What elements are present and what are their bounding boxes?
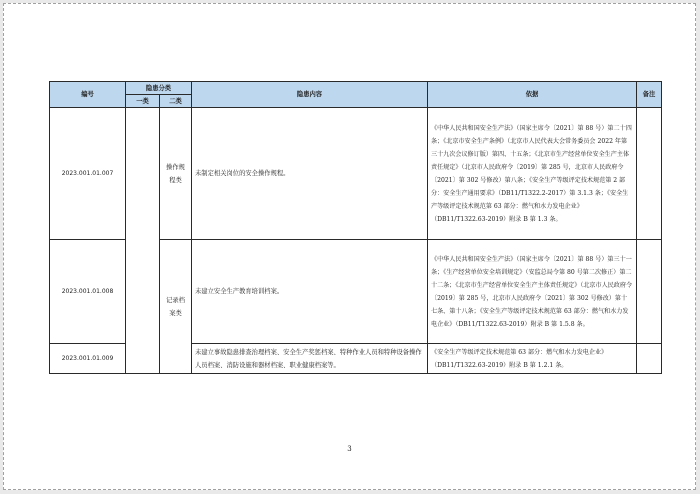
row-content: 未建立事故隐患排查治理档案、安全生产奖惩档案、特种作业人员和特种设备操作人员档案、消防设施和器材档案、职业健康档案等。 (192, 344, 428, 374)
header-content: 隐患内容 (192, 82, 428, 108)
header-code: 编号 (50, 82, 126, 108)
document-page (3, 3, 696, 490)
header-remarks: 备注 (637, 82, 662, 108)
header-basis: 依据 (428, 82, 637, 108)
row-basis: 《中华人民共和国安全生产法》（国家主席令〔2021〕第 88 号）第三十一条；《生产经营单位安全培训规定》（安监总局令第 80 号第二次修正）第二十二条；《北京市生产经营单位安全生产主体责任规定》（北京市人民政府令〔2019〕第 285 号，北京市人民政府令〔2021〕第 302 号修改）第十七条、第十八条；《安全生产等级评定技术规范第 63 部分：燃气和水力发电企业》（DB11/T1322.63-2019）附录 B 第 1.5.8 条。 (428, 240, 637, 344)
header-cat1: 一类 (126, 95, 160, 108)
row-code: 2023.001.01.008 (50, 240, 126, 344)
row-basis: 《安全生产等级评定技术规范第 63 部分：燃气和水力发电企业》（DB11/T1322.63-2019）附录 B 第 1.2.1 条。 (428, 344, 637, 374)
row-cat2: 记录档案类 (160, 240, 192, 374)
row-cat2: 操作规程类 (160, 108, 192, 240)
table-row (50, 108, 662, 240)
row-code: 2023.001.01.009 (50, 344, 126, 374)
row-cat1 (126, 108, 160, 374)
hazard-table (49, 81, 662, 374)
page-number: 3 (347, 445, 352, 453)
row-remarks (637, 344, 662, 374)
row-code: 2023.001.01.007 (50, 108, 126, 240)
header-category: 隐患分类 (126, 82, 192, 95)
row-remarks (637, 108, 662, 240)
header-cat2: 二类 (160, 95, 192, 108)
row-basis: 《中华人民共和国安全生产法》（国家主席令〔2021〕第 88 号）第二十四条；《北京市安全生产条例》（北京市人民代表大会常务委员会 2022 年第三十九次会议修订版）第四、十五条；《北京市生产经营单位安全生产主体责任规定》（北京市人民政府令〔2019〕第 285 号，北京市人民政府令〔2021〕第 302 号修改）第八条；《安全生产等级评定技术规范第 2 部分：安全生产通用要求》（DB11/T1322.2-2017）第 3.1.3 条；《安全生产等级评定技术规范第 63 部分：燃气和水力发电企业》（DB11/T1322.63-2019）附录 B 第 1.3 条。 (428, 108, 637, 240)
row-content: 未制定相关岗位的安全操作规程。 (192, 108, 428, 240)
row-content: 未建立安全生产教育培训档案。 (192, 240, 428, 344)
row-remarks (637, 240, 662, 344)
